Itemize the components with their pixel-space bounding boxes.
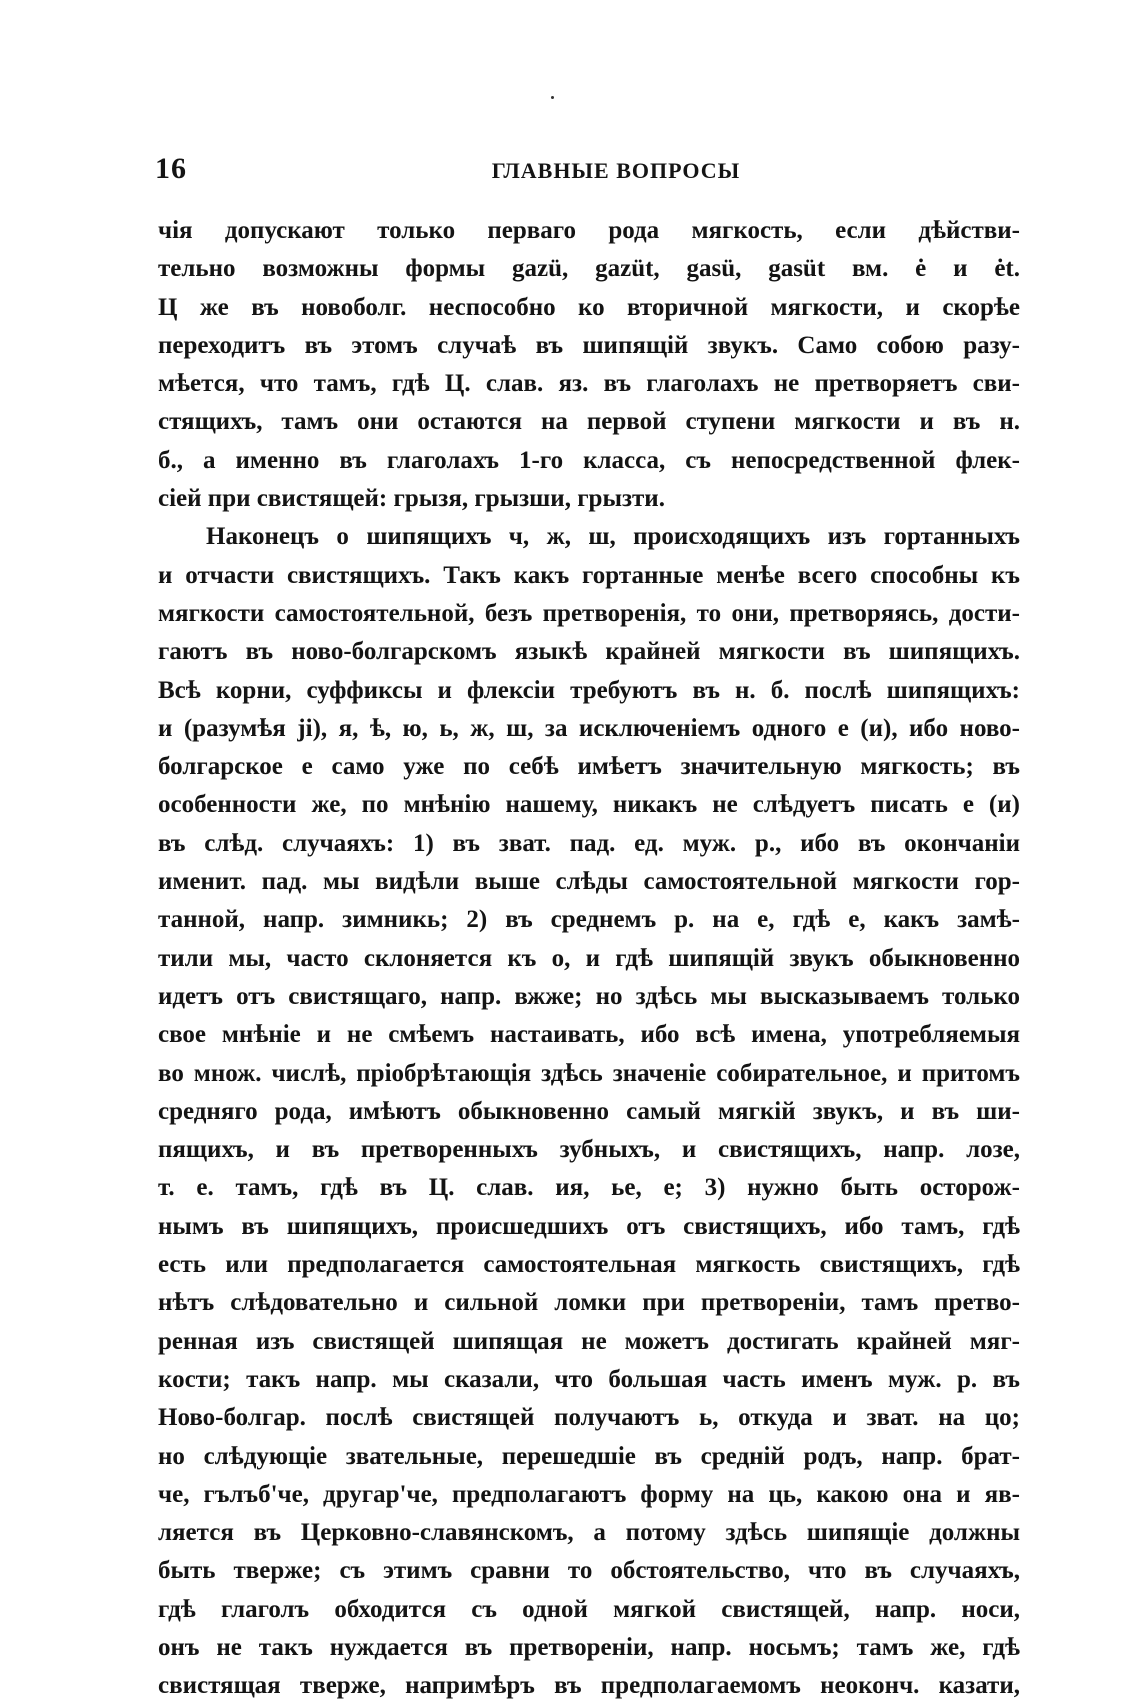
text-line: б., а именно въ глаголахъ 1-го класса, съ непосредственной флек- — [158, 446, 1020, 474]
text-line: стящихъ, тамъ они остаются на первой ступени мягкости и въ н. — [158, 408, 1020, 436]
running-title: ГЛАВНЫЕ ВОПРОСЫ — [491, 158, 741, 183]
running-head — [155, 152, 1017, 192]
page-number: 16 — [155, 152, 187, 185]
text-line: именит. пад. мы видѣли выше слѣды самостоятельной мягкости гор- — [158, 868, 1020, 896]
text-line: идетъ отъ свистящаго, напр. вжже; но здѣсь мы высказываемъ только — [158, 982, 1020, 1010]
text-line: онъ не такъ нуждается въ претвореніи, напр. носьмъ; тамъ же, гдѣ — [158, 1633, 1020, 1661]
text-line: Ц же въ новоболг. неспособно ко вторичной мягкости, и скорѣе — [158, 293, 1020, 321]
body-text — [158, 212, 1020, 1706]
text-line: ренная изъ свистящей шипящая не можетъ достигать крайней мяг- — [158, 1327, 1020, 1355]
text-line: мѣется, что тамъ, гдѣ Ц. слав. яз. въ глаголахъ не претворяетъ сви- — [158, 370, 1020, 398]
text-line: Ново-болгар. послѣ свистящей получаютъ ь, откуда и зват. на цо; — [158, 1404, 1020, 1432]
text-line: переходитъ въ этомъ случаѣ въ шипящій звукъ. Само собою разу- — [158, 331, 1020, 359]
text-line: есть или предполагается самостоятельная мягкость свистящихъ, гдѣ — [158, 1251, 1020, 1279]
text-line: ляется въ Церковно-славянскомъ, а потому здѣсь шипящіе должны — [158, 1519, 1020, 1547]
text-line: нымъ въ шипящихъ, происшедшихъ отъ свистящихъ, ибо тамъ, гдѣ — [158, 1212, 1020, 1240]
print-speck — [551, 96, 554, 99]
text-line: сіей при свистящей: грызя, грызши, грызти. — [158, 485, 665, 513]
text-line: Всѣ корни, суффиксы и флексіи требуютъ въ н. б. послѣ шипящихъ: — [158, 676, 1020, 704]
text-line: свое мнѣніе и не смѣемъ настаивать, ибо всѣ имена, употребляемыя — [158, 1021, 1020, 1049]
text-line: особенности же, по мнѣнію нашему, никакъ не слѣдуетъ писать е (и) — [158, 791, 1020, 819]
text-line: и отчасти свистящихъ. Такъ какъ гортанные менѣе всего способны къ — [158, 561, 1020, 589]
text-line: быть тверже; съ этимъ сравни то обстоятельство, что въ случаяхъ, — [158, 1557, 1020, 1585]
text-line: нѣтъ слѣдовательно и сильной ломки при претвореніи, тамъ претво- — [158, 1289, 1020, 1317]
text-line: мягкости самостоятельной, безъ претворенія, то они, претворяясь, дости- — [158, 599, 1020, 627]
text-line: гдѣ глаголъ обходится съ одной мягкой свистящей, напр. носи, — [158, 1595, 1020, 1623]
text-line: че, гълъб'че, другар'че, предполагаютъ форму на ць, какою она и яв- — [158, 1480, 1020, 1508]
text-line: и (разумѣя ji), я, ѣ, ю, ь, ж, ш, за исключеніемъ одного е (и), ибо ново- — [158, 714, 1020, 742]
text-line: Наконецъ о шипящихъ ч, ж, ш, происходящихъ изъ гортанныхъ — [206, 523, 1020, 551]
text-line: во множ. числѣ, пріобрѣтающія здѣсь значеніе собирательное, и притомъ — [158, 1059, 1020, 1087]
text-line: пящихъ, и въ претворенныхъ зубныхъ, и свистящихъ, напр. лозе, — [158, 1136, 1020, 1164]
text-line: кости; такъ напр. мы сказали, что большая часть именъ муж. р. въ — [158, 1365, 1020, 1393]
text-line: тили мы, часто склоняется къ о, и гдѣ шипящій звукъ обыкновенно — [158, 944, 1020, 972]
text-line: т. е. тамъ, гдѣ въ Ц. слав. ия, ье, е; 3) нужно быть осторож- — [158, 1174, 1020, 1202]
text-line: въ слѣд. случаяхъ: 1) въ зват. пад. ед. муж. р., ибо въ окончаніи — [158, 829, 1020, 857]
text-line: чія допускают только перваго рода мягкость, если дѣйстви- — [158, 217, 1020, 244]
text-line: тельно возможны формы gazü, gazüt, gasü, gasüt вм. ė и ėt. — [158, 255, 1020, 283]
text-line: свистящая тверже, напримѣръ въ предполагаемомъ неоконч. казати, — [158, 1672, 1020, 1700]
text-line: болгарское е само уже по себѣ имѣетъ значительную мягкость; въ — [158, 753, 1020, 781]
text-line: средняго рода, имѣютъ обыкновенно самый мягкій звукъ, и въ ши- — [158, 1097, 1020, 1125]
text-line: танной, напр. зимникь; 2) въ среднемъ р. на е, гдѣ е, какъ замѣ- — [158, 906, 1020, 934]
text-line: но слѣдующіе звательные, перешедшіе въ средній родъ, напр. брат- — [158, 1442, 1020, 1470]
text-line: гаютъ въ ново-болгарскомъ языкѣ крайней мягкости въ шипящихъ. — [158, 638, 1020, 666]
